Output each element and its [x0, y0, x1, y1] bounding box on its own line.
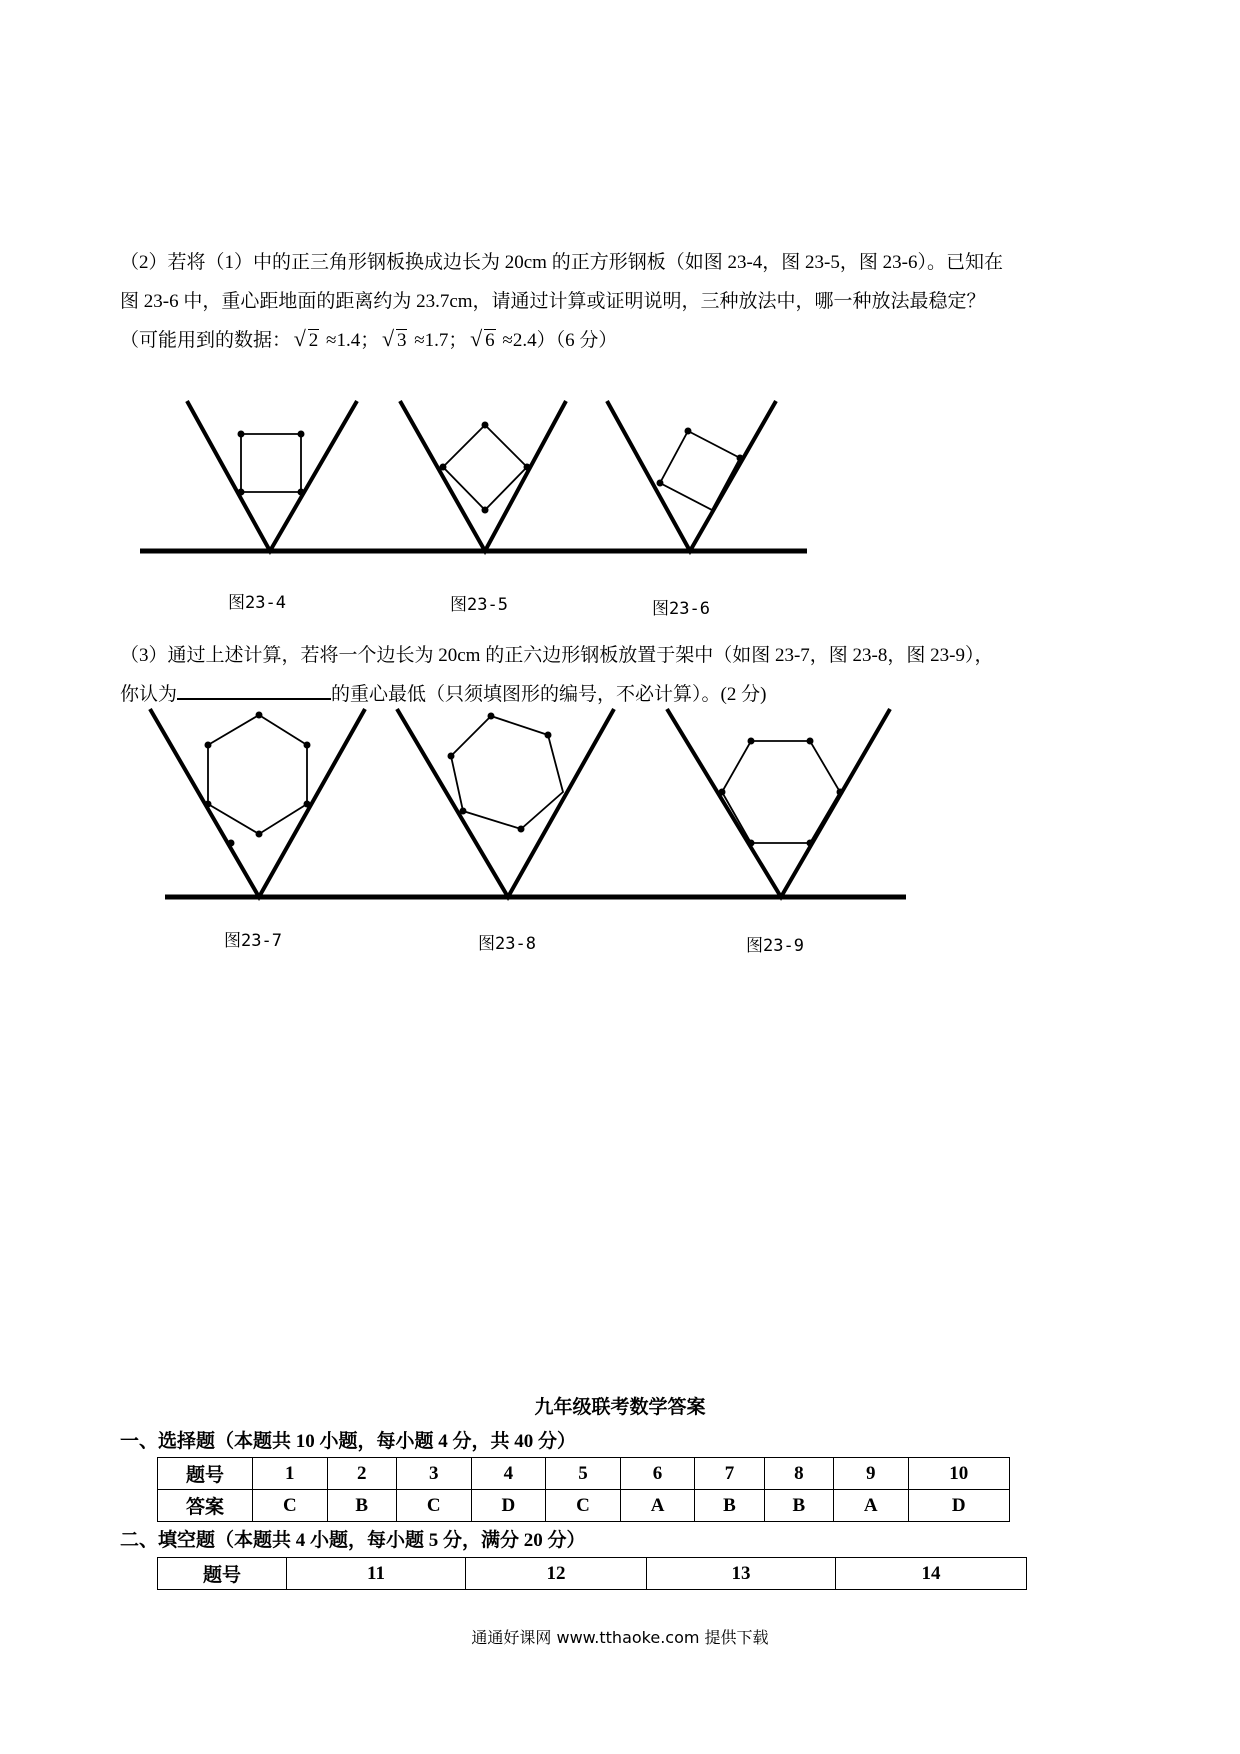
table-cell: B: [327, 1490, 396, 1522]
table-cell: C: [253, 1490, 328, 1522]
table-cell: D: [471, 1490, 546, 1522]
table-row-answers: [158, 1490, 1010, 1522]
table-cell: 2: [327, 1458, 396, 1490]
footer-text: 通通好课网 www.tthaoke.com 提供下载: [471, 1628, 769, 1647]
table-cell: B: [695, 1490, 764, 1522]
table-cell: C: [546, 1490, 621, 1522]
sqrt-2: √ 2: [298, 321, 320, 360]
answer-title: 九年级联考数学答案: [534, 1397, 706, 1418]
table-header-label: 题号: [158, 1558, 287, 1590]
table-cell: 11: [287, 1558, 466, 1590]
table-cell: 6: [620, 1458, 695, 1490]
table-row-numbers: [158, 1458, 1010, 1490]
section-choice-heading: 一、选择题（本题共 10 小题，每小题 4 分，共 40 分）: [120, 1431, 577, 1452]
part2-hint: （可能用到的数据： √ 2 ≈1.4； √ 3 ≈1.7； √ 6 ≈2.4）（6 分）: [120, 321, 1130, 360]
part2-line2: 图 23-6 中，重心距地面的距离约为 23.7cm，请通过计算或证明说明，三种放法中，哪一种放法最稳定？: [120, 291, 986, 312]
section-fill-heading: 二、填空题（本题共 4 小题，每小题 5 分，满分 20 分）: [120, 1530, 586, 1551]
table-cell: 14: [836, 1558, 1027, 1590]
table-cell: 3: [396, 1458, 471, 1490]
table-answer-label: 答案: [158, 1490, 253, 1522]
caption-fig-23-4: 图23-4: [228, 593, 286, 613]
table-cell: 12: [466, 1558, 647, 1590]
table-cell: D: [908, 1490, 1009, 1522]
table-cell: A: [833, 1490, 908, 1522]
table-cell: 1: [253, 1458, 328, 1490]
caption-fig-23-6: 图23-6: [652, 599, 710, 619]
caption-fig-23-7: 图23-7: [224, 931, 282, 951]
fill-answer-table: [157, 1557, 1027, 1590]
table-cell: 5: [546, 1458, 621, 1490]
table-cell: C: [396, 1490, 471, 1522]
choice-answer-table: [157, 1457, 1010, 1522]
table-cell: 10: [908, 1458, 1009, 1490]
caption-fig-23-8: 图23-8: [478, 934, 536, 954]
table-header-label: 题号: [158, 1458, 253, 1490]
caption-fig-23-5: 图23-5: [450, 595, 508, 615]
table-cell: A: [620, 1490, 695, 1522]
part2-line1: （2）若将（1）中的正三角形钢板换成边长为 20cm 的正方形钢板（如图 23-4，图 23-5，图 23-6）。已知在: [120, 252, 1003, 273]
table-cell: B: [764, 1490, 833, 1522]
table-cell: 13: [647, 1558, 836, 1590]
table-cell: 8: [764, 1458, 833, 1490]
table-row-numbers: [158, 1558, 1027, 1590]
sqrt-3: √ 3: [386, 321, 408, 360]
table-cell: 7: [695, 1458, 764, 1490]
table-cell: 4: [471, 1458, 546, 1490]
sqrt-6: √ 6: [474, 321, 496, 360]
table-cell: 9: [833, 1458, 908, 1490]
caption-fig-23-9: 图23-9: [746, 936, 804, 956]
part3-line2: 你认为 的重心最低（只须填图形的编号，不必计算）。(2 分): [120, 675, 1130, 714]
part3-line1: （3）通过上述计算，若将一个边长为 20cm 的正六边形钢板放置于架中（如图 23-7，图 23-8，图 23-9），: [120, 645, 994, 666]
